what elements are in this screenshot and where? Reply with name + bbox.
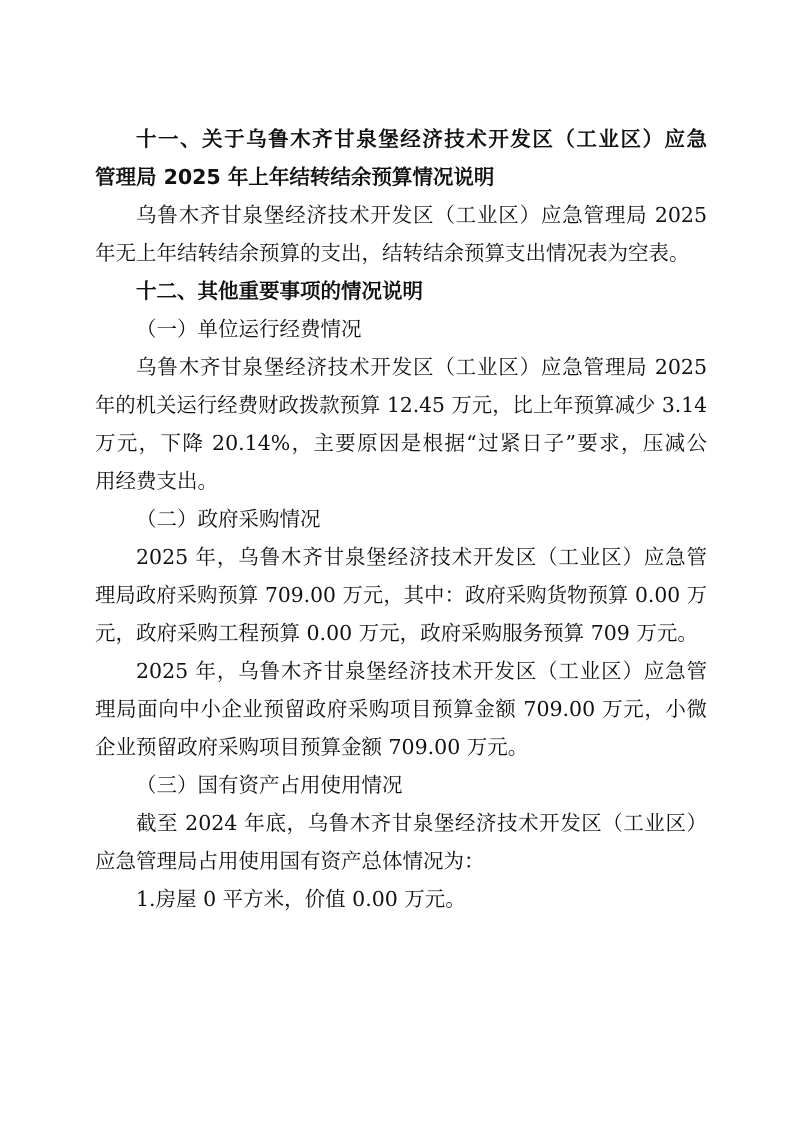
- subsection-2-para-2-line-3: 企业预留政府采购项目预算金额 709.00 万元。: [95, 735, 529, 759]
- subsection-1-line-1: 乌鲁木齐甘泉堡经济技术开发区（工业区）应急管理局 2025: [136, 355, 707, 379]
- section-11-paragraph-line-2: 年无上年结转结余预算的支出，结转结余预算支出情况表为空表。: [95, 241, 690, 265]
- subsection-2-para-1-line-1: 2025 年，乌鲁木齐甘泉堡经济技术开发区（工业区）应急管: [136, 545, 707, 569]
- subsection-3-item-1: 1.房屋 0 平方米，价值 0.00 万元。: [136, 887, 466, 911]
- subsection-3-title: （三）国有资产占用使用情况: [136, 773, 403, 797]
- section-12-heading: 十二、其他重要事项的情况说明: [136, 279, 423, 303]
- section-11-paragraph-line-1: 乌鲁木齐甘泉堡经济技术开发区（工业区）应急管理局 2025: [136, 203, 707, 227]
- subsection-2-para-2-line-1: 2025 年，乌鲁木齐甘泉堡经济技术开发区（工业区）应急管: [136, 659, 707, 683]
- section-11-heading-line-2: 管理局 2025 年上年结转结余预算情况说明: [95, 165, 495, 189]
- subsection-2-para-1-line-2: 理局政府采购预算 709.00 万元，其中：政府采购货物预算 0.00 万: [95, 583, 707, 607]
- subsection-1-title: （一）单位运行经费情况: [136, 317, 362, 341]
- subsection-1-line-4: 用经费支出。: [95, 469, 218, 493]
- subsection-3-line-1: 截至 2024 年底，乌鲁木齐甘泉堡经济技术开发区（工业区）: [136, 811, 707, 835]
- section-11-heading-line-1: 十一、关于乌鲁木齐甘泉堡经济技术开发区（工业区）应急: [136, 127, 707, 151]
- subsection-3-line-2: 应急管理局占用使用国有资产总体情况为：: [95, 849, 485, 873]
- subsection-2-para-2-line-2: 理局面向中小企业预留政府采购项目预算金额 709.00 万元，小微: [95, 697, 707, 721]
- subsection-2-title: （二）政府采购情况: [136, 507, 321, 531]
- document-body: [95, 120, 707, 918]
- subsection-1-line-2: 年的机关运行经费财政拨款预算 12.45 万元，比上年预算减少 3.14: [95, 393, 707, 417]
- subsection-1-line-3: 万元，下降 20.14%，主要原因是根据“过紧日子”要求，压减公: [95, 431, 707, 455]
- subsection-2-para-1-line-3: 元，政府采购工程预算 0.00 万元，政府采购服务预算 709 万元。: [95, 621, 698, 645]
